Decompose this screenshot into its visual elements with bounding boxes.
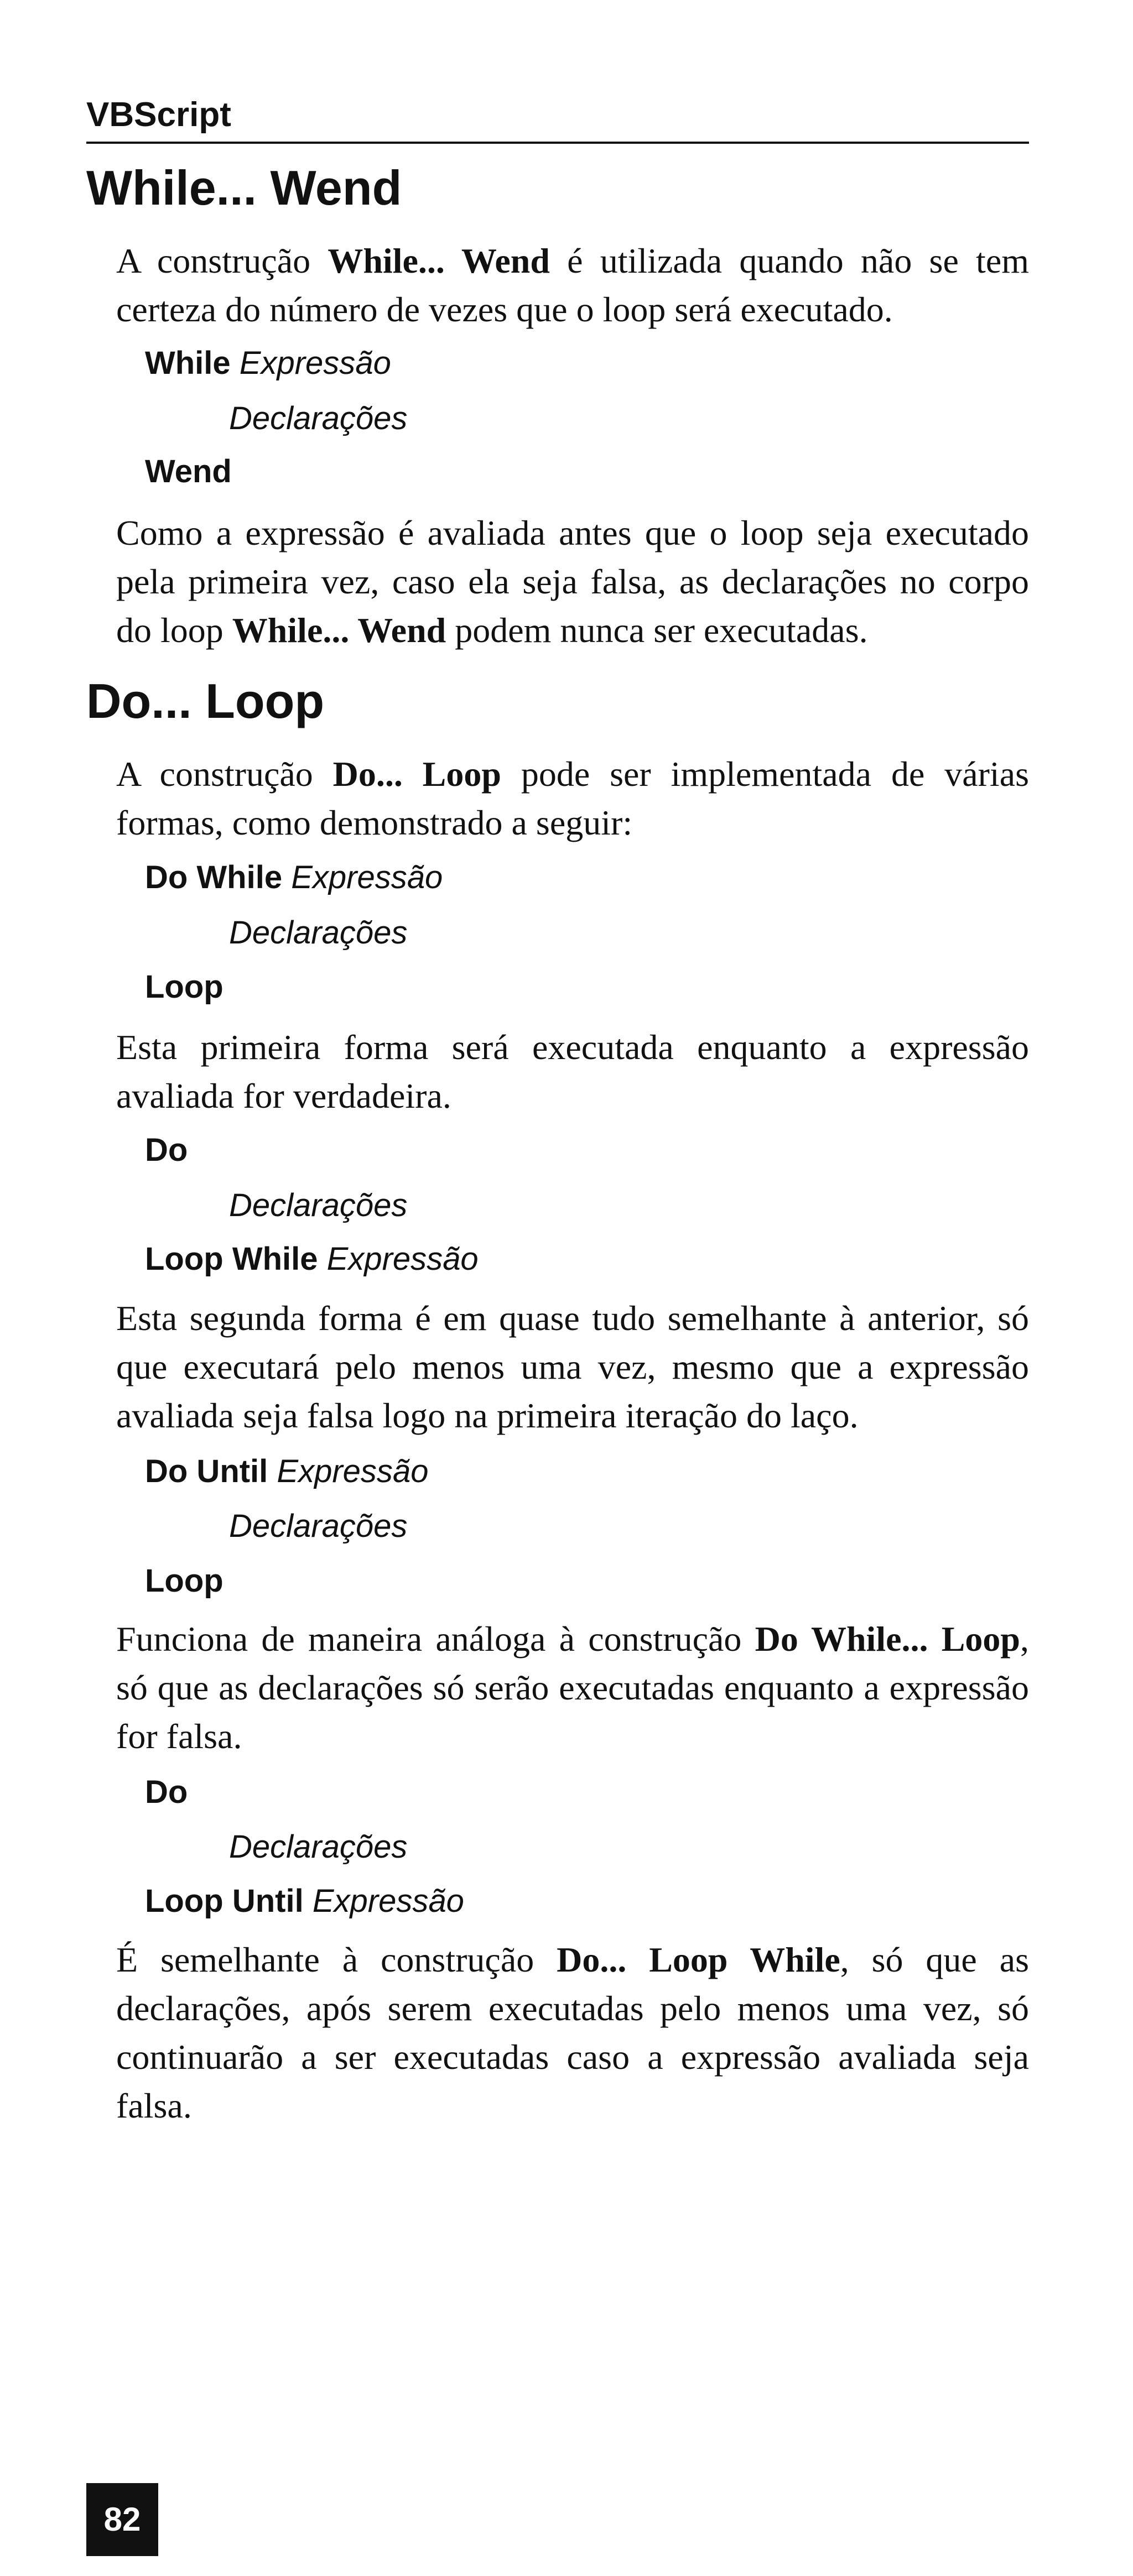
syntax-line (145, 1452, 428, 1491)
text-run: , só que as declarações só serão executadas enquanto a expressão for falsa. (116, 1619, 1030, 1756)
syntax-line (145, 858, 443, 897)
text-run: É semelhante à construção (116, 1940, 557, 1979)
keyword: Loop Until (145, 1883, 304, 1919)
bold-term: While... Wend (328, 241, 550, 280)
syntax-line (145, 968, 224, 1007)
argument: Expressão (239, 345, 391, 381)
text-run: A construção (116, 754, 333, 794)
syntax-line (145, 452, 232, 491)
form1-description: Esta primeira forma será executada enquanto a expressão avaliada for verdadeira. (116, 1028, 1029, 1115)
text-run: Funciona de maneira análoga à construção (116, 1619, 755, 1659)
bold-term: While... Wend (232, 611, 446, 650)
keyword: Do While (145, 859, 283, 895)
form2-description: Esta segunda forma é em quase tudo semelhante à anterior, só que executará pelo menos uma vez, mesmo que a expressão avaliada seja falsa logo na primeira iteração do laço. (116, 1299, 1029, 1435)
syntax-line (145, 1773, 188, 1812)
argument: Declarações (229, 915, 408, 951)
running-head: VBScript (86, 93, 1029, 144)
keyword: Loop (145, 1563, 224, 1599)
bold-term: Do... Loop (332, 754, 501, 794)
heading-do-loop: Do... Loop (86, 674, 325, 728)
page-number: 82 (86, 2483, 158, 2556)
heading-while-wend: While... Wend (86, 160, 402, 215)
text-run: é utilizada quando não se tem certeza do número de vezes que o loop será executado. (116, 241, 1030, 329)
syntax-body (229, 1507, 407, 1546)
text-run: , só que as declarações, após serem executadas pelo menos uma vez, só continuarão a ser executadas caso a expressão avaliada seja falsa. (116, 1940, 1029, 2125)
argument: Expressão (277, 1453, 429, 1489)
while-wend-intro (116, 237, 1029, 334)
syntax-line (145, 1240, 479, 1279)
syntax-body (229, 1186, 407, 1225)
keyword: Do (145, 1774, 188, 1810)
argument: Expressão (326, 1241, 479, 1277)
keyword: While (145, 345, 231, 381)
bold-term: Do... Loop While (557, 1940, 840, 1979)
argument: Expressão (312, 1883, 464, 1919)
syntax-body (229, 914, 407, 952)
syntax-body (229, 399, 407, 438)
argument: Declarações (229, 1508, 408, 1544)
text-run: pode ser implementada de várias formas, como demonstrado a seguir: (116, 754, 1030, 842)
text-run: Como a expressão é avaliada antes que o loop seja executado pela primeira vez, caso ela seja falsa, as declarações no corpo do loop (116, 513, 1029, 650)
text-run: podem nunca ser executadas. (446, 611, 868, 650)
text-run: A construção (116, 241, 328, 280)
argument: Declarações (229, 1187, 408, 1223)
bold-term: Do While... Loop (755, 1619, 1021, 1659)
syntax-body (229, 1828, 407, 1866)
form4-description (116, 1936, 1029, 2130)
form3-description (116, 1615, 1029, 1761)
keyword: Loop While (145, 1241, 318, 1277)
while-wend-note (116, 509, 1029, 655)
syntax-line (145, 1882, 464, 1921)
keyword: Wend (145, 453, 232, 489)
keyword: Loop (145, 969, 224, 1005)
argument: Declarações (229, 400, 408, 436)
keyword: Do (145, 1132, 188, 1168)
syntax-line (145, 1562, 224, 1600)
keyword: Do Until (145, 1453, 268, 1489)
argument: Expressão (291, 859, 443, 895)
syntax-line (145, 1131, 188, 1170)
syntax-line (145, 344, 391, 383)
do-loop-intro (116, 750, 1029, 847)
argument: Declarações (229, 1829, 408, 1865)
